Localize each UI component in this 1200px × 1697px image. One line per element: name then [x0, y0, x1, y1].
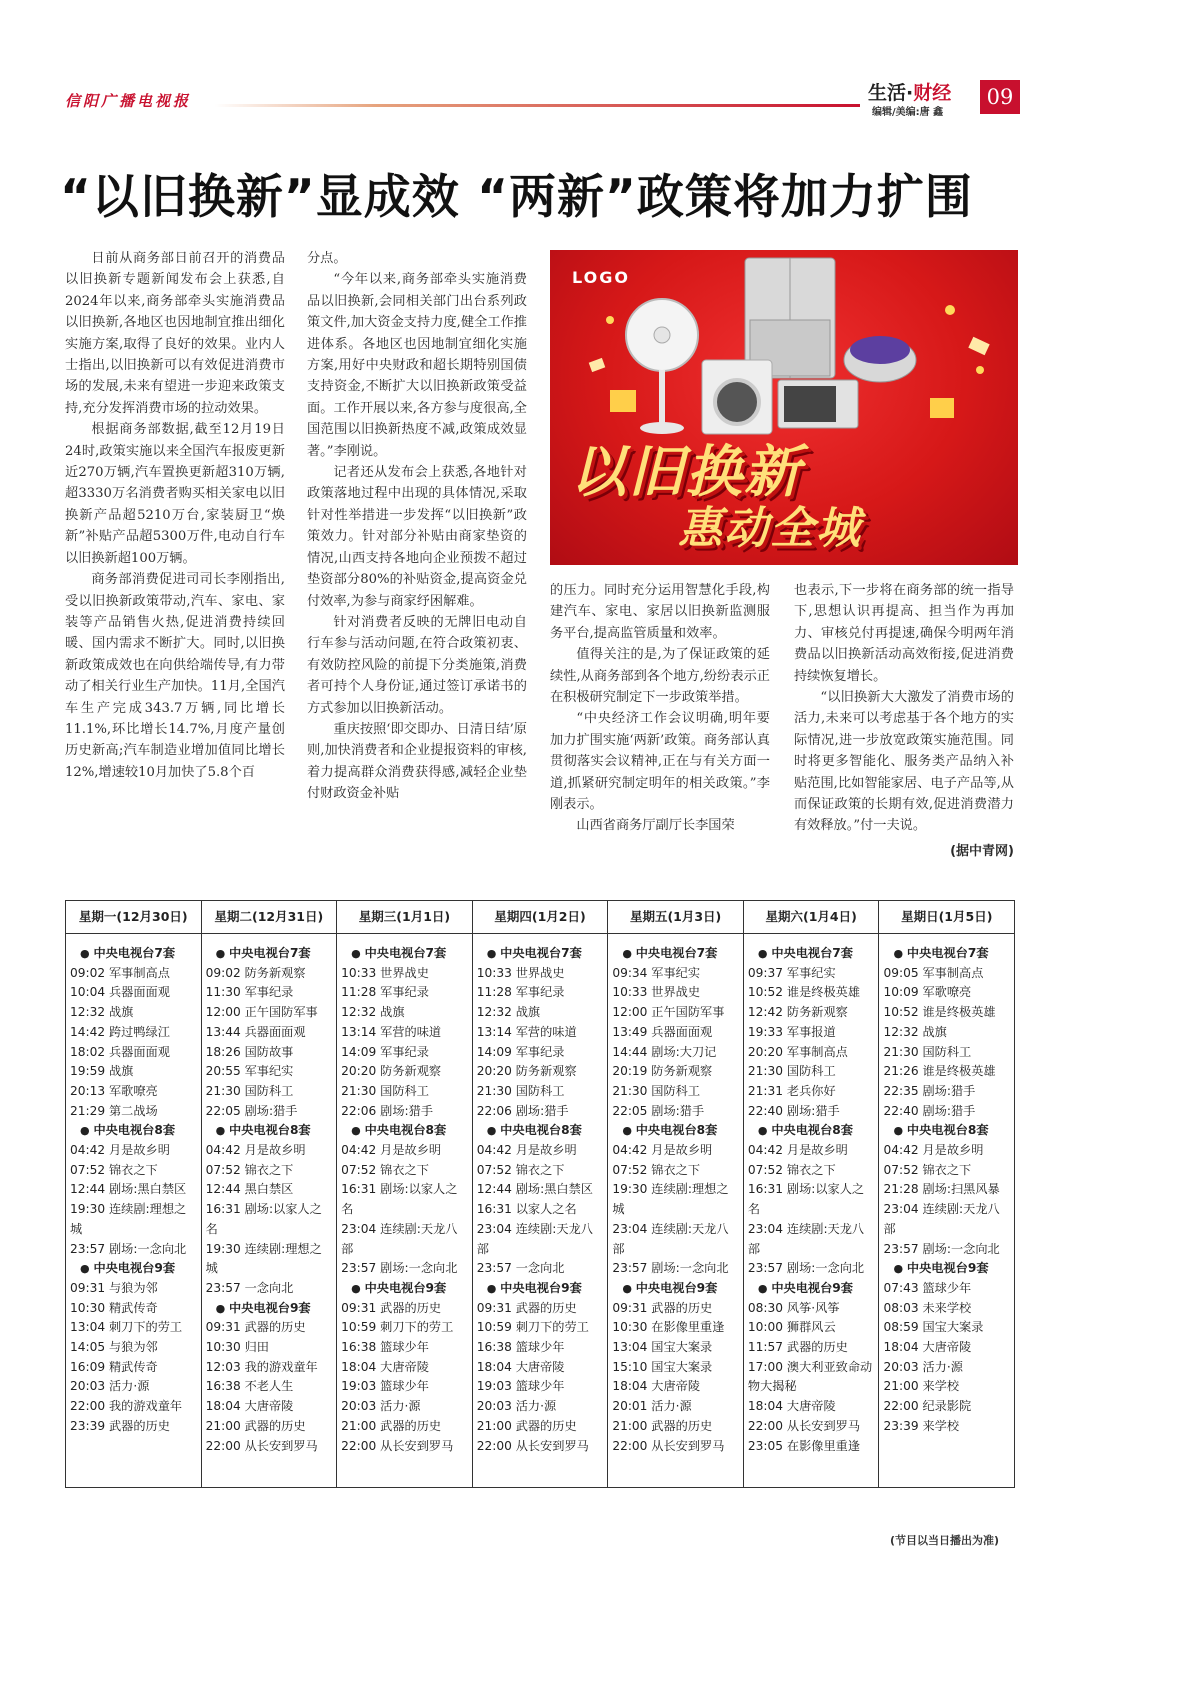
program-item: 20:03 活力·源	[70, 1379, 150, 1394]
channel-label: 中央电视台9套	[93, 1261, 176, 1276]
program-item: 09:31 武器的历史	[205, 1320, 306, 1335]
program-item: 21:00 武器的历史	[341, 1418, 442, 1433]
program-item: 18:04 大唐帝陵	[205, 1399, 294, 1414]
program-item: 12:32 战旗	[341, 1005, 405, 1020]
bullet-icon: ●	[80, 947, 94, 960]
program-item: 09:31 武器的历史	[341, 1300, 442, 1315]
program-item: 10:30 归田	[205, 1340, 269, 1355]
channel-name	[477, 944, 605, 964]
program-item: 20:01 活力·源	[612, 1399, 692, 1414]
program-item: 16:31 剧场:以家人之名	[747, 1182, 865, 1217]
program-item: 21:30 国防科工	[476, 1083, 565, 1098]
paragraph: 针对消费者反映的无牌旧电动自行车参与活动问题,在符合政策初衷、有效防控风险的前提下分类施策,消费者可持个人身份证,通过签订承诺书的方式参加以旧换新活动。	[307, 614, 527, 716]
channel-name	[477, 1279, 605, 1299]
channel-name	[883, 1121, 1011, 1141]
program-item: 23:57 剧场:一念向北	[341, 1261, 458, 1276]
program-item: 07:52 锦衣之下	[883, 1162, 972, 1177]
program-item: 14:42 跨过鸭绿江	[70, 1024, 170, 1039]
channel-label: 中央电视台9套	[771, 1280, 853, 1295]
schedule-day-column	[337, 901, 473, 1487]
channel-name	[206, 1121, 334, 1141]
article-column-4	[794, 580, 1014, 862]
bullet-icon: ●	[215, 947, 230, 960]
program-item: 19:30 连续剧:理想之城	[612, 1182, 729, 1217]
program-item: 12:44 黑白禁区	[205, 1182, 294, 1197]
channel-name	[612, 944, 740, 964]
program-item: 12:32 战旗	[70, 1005, 134, 1020]
program-item: 21:30 国防科工	[341, 1083, 429, 1098]
program-item: 16:38 篮球少年	[341, 1340, 429, 1355]
program-item: 13:44 兵器面面观	[205, 1024, 306, 1039]
paragraph: 山西省商务厅副厅长李国荣	[576, 818, 735, 834]
program-item: 20:19 防务新观察	[612, 1064, 713, 1079]
channel-name	[70, 1259, 198, 1279]
program-item: 04:42 月是故乡明	[612, 1143, 713, 1158]
bullet-icon: ●	[622, 947, 636, 960]
program-item: 10:30 在影像里重逢	[612, 1320, 725, 1335]
program-item: 22:35 剧场:猎手	[883, 1083, 976, 1098]
paragraph: 分点。	[307, 251, 347, 266]
channel-label: 中央电视台7套	[500, 946, 582, 960]
tv-schedule-table	[65, 900, 1015, 1488]
program-item: 20:03 活力·源	[476, 1399, 557, 1414]
program-item: 23:04 连续剧:天龙八部	[476, 1221, 593, 1256]
channel-name	[341, 944, 469, 964]
paragraph: 日前从商务部日前召开的消费品以旧换新专题新闻发布会上获悉,自2024年以来,商务部牵头实施消费品以旧换新,各地区也因地制宜推出细化实施方案,取得了良好的效果。业内人士指出,以旧换新可以有效促进消费市场的发展,未来有望进一步迎来政策支持,充分发挥消费市场的拉动效果。	[65, 251, 285, 416]
section-prefix: 生活·	[868, 82, 914, 104]
schedule-day-column	[879, 901, 1014, 1487]
channel-name	[341, 1121, 469, 1141]
page-number: 09	[980, 80, 1020, 114]
schedule-day-body	[473, 934, 608, 1456]
program-item: 21:30 国防科工	[747, 1064, 836, 1079]
program-item: 11:28 军事纪录	[476, 985, 565, 1000]
program-item: 11:30 军事纪录	[205, 985, 294, 1000]
schedule-day-body	[879, 934, 1014, 1437]
schedule-note: (节目以当日播出为准)	[890, 1534, 1000, 1547]
program-item: 23:57 剧场:一念向北	[747, 1261, 865, 1276]
program-item: 20:13 军歌嘹亮	[70, 1083, 158, 1098]
bullet-icon: ●	[757, 1281, 772, 1295]
program-item: 21:00 武器的历史	[476, 1418, 577, 1433]
channel-name	[883, 1259, 1011, 1279]
program-item: 10:33 世界战史	[341, 965, 429, 980]
promo-subtitle: 惠动全城	[678, 503, 862, 554]
program-item: 09:02 军事制高点	[70, 965, 170, 980]
channel-label: 中央电视台7套	[93, 946, 176, 960]
schedule-day-header: 星期五(1月3日)	[608, 901, 743, 934]
channel-label: 中央电视台9套	[229, 1300, 311, 1315]
program-item: 22:00 从长安到罗马	[612, 1438, 725, 1453]
channel-name	[206, 944, 334, 964]
program-item: 16:31 剧场:以家人之名	[205, 1202, 322, 1236]
program-item: 13:14 军营的味道	[476, 1024, 577, 1039]
program-item: 20:03 活力·源	[341, 1399, 421, 1414]
program-item: 14:44 剧场:大刀记	[612, 1044, 717, 1059]
channel-label: 中央电视台8套	[771, 1123, 853, 1138]
program-item: 10:30 精武传奇	[70, 1300, 158, 1315]
program-item: 16:31 以家人之名	[476, 1202, 577, 1217]
program-item: 21:30 国防科工	[205, 1083, 294, 1098]
paragraph: 值得关注的是,为了保证政策的延续性,从商务部到各个地方,纷纷表示正在积极研究制定下一步政策举措。	[550, 647, 770, 706]
program-item: 20:20 防务新观察	[476, 1064, 577, 1079]
schedule-day-body	[337, 934, 472, 1456]
program-item: 09:31 武器的历史	[612, 1300, 713, 1315]
program-item: 21:29 第二战场	[70, 1103, 158, 1118]
section-name	[868, 78, 951, 105]
program-item: 22:00 我的游戏童年	[70, 1399, 183, 1414]
article-column-2	[307, 248, 527, 805]
paragraph: “中央经济工作会议明确,明年要加力扩围实施‘两新’政策。商务部认真贯彻落实会议精神,正在与有关方面一道,抓紧研究制定明年的相关政策。”李刚表示。	[550, 711, 770, 813]
channel-label: 中央电视台8套	[906, 1123, 989, 1138]
schedule-day-column	[473, 901, 609, 1487]
program-item: 18:04 大唐帝陵	[612, 1379, 701, 1394]
bullet-icon: ●	[215, 1124, 230, 1138]
channel-label: 中央电视台9套	[364, 1280, 447, 1295]
channel-label: 中央电视台7套	[906, 946, 989, 960]
channel-name	[748, 1279, 876, 1299]
program-item: 23:57 剧场:一念向北	[612, 1261, 729, 1276]
program-item: 07:43 篮球少年	[883, 1280, 972, 1295]
bullet-icon: ●	[622, 1281, 636, 1295]
channel-label: 中央电视台7套	[364, 946, 447, 960]
program-item: 19:30 连续剧:理想之城	[205, 1241, 322, 1276]
program-item: 21:26 谁是终极英雄	[883, 1064, 996, 1079]
program-item: 19:03 篮球少年	[341, 1379, 429, 1394]
program-item: 22:06 剧场:猎手	[476, 1103, 569, 1118]
channel-label: 中央电视台8套	[500, 1123, 582, 1138]
program-item: 22:00 纪录影院	[883, 1399, 972, 1414]
bullet-icon: ●	[351, 1124, 365, 1138]
program-item: 09:37 军事纪实	[747, 965, 836, 980]
program-item: 21:30 国防科工	[612, 1083, 701, 1098]
channel-label: 中央电视台8套	[229, 1123, 311, 1138]
program-item: 10:59 刺刀下的劳工	[341, 1320, 454, 1335]
program-item: 14:09 军事纪录	[341, 1044, 429, 1059]
channel-label: 中央电视台8套	[364, 1123, 447, 1138]
program-item: 09:34 军事纪实	[612, 965, 701, 980]
program-item: 22:00 从长安到罗马	[476, 1438, 589, 1453]
program-item: 23:57 一念向北	[476, 1261, 565, 1276]
program-item: 09:31 与狼为邻	[70, 1280, 158, 1295]
bullet-icon: ●	[893, 947, 907, 960]
schedule-day-header: 星期三(1月1日)	[337, 901, 472, 934]
channel-name	[748, 944, 876, 964]
program-item: 23:04 连续剧:天龙八部	[747, 1221, 865, 1256]
program-item: 21:00 来学校	[883, 1379, 960, 1394]
program-item: 22:05 剧场:猎手	[205, 1103, 298, 1118]
program-item: 22:00 从长安到罗马	[747, 1418, 861, 1433]
program-item: 08:59 国宝大案录	[883, 1320, 984, 1335]
channel-label: 中央电视台7套	[771, 946, 853, 960]
paragraph: 重庆按照‘即交即办、日清日结’原则,加快消费者和企业提报资料的审核,着力提高群众消费获得感,减轻企业垫付财政资金补贴	[307, 721, 527, 802]
schedule-day-column	[608, 901, 744, 1487]
program-item: 23:57 剧场:一念向北	[70, 1241, 187, 1256]
header-rule	[215, 104, 860, 107]
program-item: 18:04 大唐帝陵	[341, 1359, 429, 1374]
channel-label: 中央电视台9套	[635, 1280, 718, 1295]
program-item: 11:57 武器的历史	[747, 1340, 848, 1355]
program-item: 16:09 精武传奇	[70, 1359, 158, 1374]
schedule-day-body	[202, 934, 337, 1456]
program-item: 12:00 正午国防军事	[205, 1005, 318, 1020]
program-item: 04:42 月是故乡明	[341, 1143, 442, 1158]
program-item: 10:09 军歌嘹亮	[883, 985, 972, 1000]
program-item: 19:30 连续剧:理想之城	[70, 1202, 187, 1236]
channel-name	[70, 1121, 198, 1141]
program-item: 09:31 武器的历史	[476, 1300, 577, 1315]
channel-label: 中央电视台8套	[635, 1123, 718, 1138]
program-item: 23:39 武器的历史	[70, 1418, 170, 1433]
program-item: 22:40 剧场:猎手	[747, 1103, 840, 1118]
channel-label: 中央电视台9套	[906, 1261, 989, 1276]
paragraph: 根据商务部数据,截至12月19日24时,政策实施以来全国汽车报废更新近270万辆,汽车置换更新超310万辆,超3330万名消费者购买相关家电以旧换新产品超5210万台,家装厨卫“焕新”补贴产品超5300万件,电动自行车以旧换新超100万辆。	[65, 422, 285, 566]
schedule-day-header: 星期一(12月30日)	[66, 901, 201, 934]
program-item: 19:03 篮球少年	[476, 1379, 565, 1394]
channel-name	[883, 944, 1011, 964]
bullet-icon: ●	[757, 1124, 772, 1138]
program-item: 12:00 正午国防军事	[612, 1005, 725, 1020]
editor-line: 编辑/美编:唐 鑫	[872, 107, 944, 118]
channel-label: 中央电视台7套	[229, 946, 311, 960]
program-item: 12:32 战旗	[476, 1005, 541, 1020]
program-item: 22:00 从长安到罗马	[341, 1438, 454, 1453]
schedule-day-body	[744, 934, 879, 1456]
paragraph: “以旧换新大大激发了消费市场的活力,未来可以考虑基于各个地方的实际情况,进一步放宽政策实施范围。同时将更多智能化、服务类产品纳入补贴范围,比如智能家居、电子产品等,从而保证政策的长期有效,促进消费潜力有效释放。”付一夫说。	[794, 690, 1014, 834]
bullet-icon: ●	[351, 1281, 365, 1295]
program-item: 20:55 军事纪实	[205, 1064, 294, 1079]
paragraph: 也表示,下一步将在商务部的统一指导下,思想认识再提高、担当作为再加力、审核兑付再提速,确保今明两年消费品以旧换新活动高效衔接,促进消费持续恢复增长。	[794, 583, 1014, 684]
program-item: 07:52 锦衣之下	[205, 1162, 294, 1177]
promo-title: 以旧换新	[570, 440, 802, 505]
channel-name	[477, 1121, 605, 1141]
bullet-icon: ●	[893, 1262, 907, 1276]
program-item: 10:04 兵器面面观	[70, 985, 170, 1000]
program-item: 23:04 连续剧:天龙八部	[341, 1221, 458, 1256]
bullet-icon: ●	[215, 1301, 230, 1315]
program-item: 12:32 战旗	[883, 1024, 947, 1039]
channel-name	[341, 1279, 469, 1299]
program-item: 04:42 月是故乡明	[747, 1143, 848, 1158]
channel-label: 中央电视台7套	[635, 946, 718, 960]
bullet-icon: ●	[622, 1124, 636, 1138]
program-item: 09:02 防务新观察	[205, 965, 306, 980]
promo-logo: LOGO	[572, 268, 630, 287]
program-item: 22:06 剧场:猎手	[341, 1103, 434, 1118]
program-item: 18:02 兵器面面观	[70, 1044, 170, 1059]
bullet-icon: ●	[486, 1124, 501, 1138]
program-item: 07:52 锦衣之下	[612, 1162, 701, 1177]
program-item: 22:40 剧场:猎手	[883, 1103, 976, 1118]
article-column-3	[550, 580, 770, 837]
program-item: 20:20 军事制高点	[747, 1044, 848, 1059]
schedule-day-column	[202, 901, 338, 1487]
channel-label: 中央电视台9套	[500, 1280, 582, 1295]
schedule-day-body	[66, 934, 201, 1437]
program-item: 18:04 大唐帝陵	[883, 1340, 972, 1355]
program-item: 10:59 刺刀下的劳工	[476, 1320, 589, 1335]
program-item: 04:42 月是故乡明	[883, 1143, 984, 1158]
bullet-icon: ●	[80, 1124, 94, 1138]
channel-name	[748, 1121, 876, 1141]
channel-label: 中央电视台8套	[93, 1123, 176, 1138]
program-item: 18:26 国防故事	[205, 1044, 294, 1059]
schedule-day-body	[608, 934, 743, 1456]
program-item: 12:44 剧场:黑白禁区	[476, 1182, 593, 1197]
program-item: 12:44 剧场:黑白禁区	[70, 1182, 187, 1197]
program-item: 23:04 连续剧:天龙八部	[612, 1221, 729, 1256]
program-item: 09:05 军事制高点	[883, 965, 984, 980]
channel-name	[612, 1279, 740, 1299]
program-item: 11:28 军事纪录	[341, 985, 429, 1000]
article-source: (据中青网)	[950, 843, 1014, 859]
schedule-day-column	[66, 901, 202, 1487]
schedule-day-column	[744, 901, 880, 1487]
schedule-day-header: 星期二(12月31日)	[202, 901, 337, 934]
bullet-icon: ●	[486, 1281, 501, 1295]
schedule-day-header: 星期四(1月2日)	[473, 901, 608, 934]
program-item: 22:05 剧场:猎手	[612, 1103, 705, 1118]
bullet-icon: ●	[893, 1124, 907, 1138]
program-item: 08:03 未来学校	[883, 1300, 972, 1315]
program-item: 20:03 活力·源	[883, 1359, 963, 1374]
program-item: 13:49 兵器面面观	[612, 1024, 713, 1039]
program-item: 23:39 来学校	[883, 1418, 960, 1433]
program-item: 04:42 月是故乡明	[205, 1143, 306, 1158]
article-headline: “以旧换新”显成效 “两新”政策将加力扩围	[60, 170, 973, 225]
bullet-icon: ●	[80, 1262, 94, 1276]
paragraph: 商务部消费促进司司长李刚指出,受以旧换新政策带动,汽车、家电、家装等产品销售火热,促进消费持续回暖、国内需求不断扩大。同时,以旧换新政策成效也在向供给端传导,有力带动了相关行业生产加快。11月,全国汽车生产完成343.7万辆,同比增长11.1%,环比增长14.7%,月度产量创历史新高;汽车制造业增加值同比增长12%,增速较10月加快了5.8个百	[65, 572, 285, 780]
program-item: 20:20 防务新观察	[341, 1064, 442, 1079]
program-item: 21:28 剧场:扫黑风暴	[883, 1182, 1000, 1197]
promo-image	[550, 250, 1018, 565]
newspaper-name: 信阳广播电视报	[65, 92, 192, 110]
channel-name	[612, 1121, 740, 1141]
program-item: 13:14 军营的味道	[341, 1024, 442, 1039]
schedule-day-header: 星期日(1月5日)	[879, 901, 1014, 934]
program-item: 21:00 武器的历史	[205, 1418, 306, 1433]
program-item: 10:33 世界战史	[612, 985, 701, 1000]
program-item: 10:33 世界战史	[476, 965, 565, 980]
program-item: 13:04 刺刀下的劳工	[70, 1320, 183, 1335]
program-item: 23:57 一念向北	[205, 1280, 294, 1295]
paragraph: “今年以来,商务部牵头实施消费品以旧换新,会同相关部门出台系列政策文件,加大资金支持力度,健全工作推进体系。各地区也因地制宜细化实施方案,用好中央财政和超长期特别国债支持资金,不断扩大以旧换新政策受益面。工作开展以来,各方参与度很高,全国范围以旧换新热度不减,政策成效显著。”李刚说。	[307, 272, 527, 459]
program-item: 16:38 不老人生	[205, 1379, 294, 1394]
program-item: 07:52 锦衣之下	[747, 1162, 836, 1177]
program-item: 14:05 与狼为邻	[70, 1340, 158, 1355]
section-accent: 财经	[913, 82, 952, 104]
channel-name	[70, 944, 198, 964]
program-item: 04:42 月是故乡明	[476, 1143, 577, 1158]
bullet-icon: ●	[351, 947, 365, 960]
program-item: 07:52 锦衣之下	[476, 1162, 565, 1177]
program-item: 18:04 大唐帝陵	[747, 1399, 836, 1414]
program-item: 16:38 篮球少年	[476, 1340, 565, 1355]
bullet-icon: ●	[757, 947, 772, 960]
program-item: 10:52 谁是终极英雄	[883, 1005, 996, 1020]
program-item: 23:05 在影像里重逢	[747, 1438, 861, 1453]
program-item: 12:03 我的游戏童年	[205, 1359, 318, 1374]
program-item: 15:10 国宝大案录	[612, 1359, 713, 1374]
program-item: 22:00 从长安到罗马	[205, 1438, 318, 1453]
program-item: 10:00 狮群风云	[747, 1320, 836, 1335]
program-item: 07:52 锦衣之下	[341, 1162, 429, 1177]
program-item: 16:31 剧场:以家人之名	[341, 1182, 458, 1217]
article-column-1	[65, 248, 285, 783]
program-item: 08:30 风筝·风筝	[747, 1300, 840, 1315]
program-item: 21:31 老兵你好	[747, 1083, 836, 1098]
paragraph: 记者还从发布会上获悉,各地针对政策落地过程中出现的具体情况,采取针对性举措进一步发挥“以旧换新”政策效力。针对部分补贴由商家垫资的情况,山西支持各地向企业预拨不超过垫资部分80%的补贴资金,提高资金兑付效率,为参与商家纾困解难。	[307, 465, 527, 609]
channel-name	[206, 1299, 334, 1319]
program-item: 19:33 军事报道	[747, 1024, 836, 1039]
program-item: 18:04 大唐帝陵	[476, 1359, 565, 1374]
bullet-icon: ●	[486, 947, 501, 960]
program-item: 10:52 谁是终极英雄	[747, 985, 861, 1000]
schedule-day-header: 星期六(1月4日)	[744, 901, 879, 934]
paragraph: 的压力。同时充分运用智慧化手段,构建汽车、家电、家居以旧换新监测服务平台,提高监管质量和效率。	[550, 583, 770, 641]
program-item: 23:04 连续剧:天龙八部	[883, 1202, 1000, 1236]
program-item: 17:00 澳大利亚致命动物大揭秘	[747, 1359, 873, 1394]
program-item: 04:42 月是故乡明	[70, 1143, 170, 1158]
program-item: 07:52 锦衣之下	[70, 1162, 158, 1177]
program-item: 19:59 战旗	[70, 1064, 134, 1079]
program-item: 14:09 军事纪录	[476, 1044, 565, 1059]
program-item: 13:04 国宝大案录	[612, 1340, 713, 1355]
program-item: 21:30 国防科工	[883, 1044, 972, 1059]
program-item: 21:00 武器的历史	[612, 1418, 713, 1433]
program-item: 12:42 防务新观察	[747, 1005, 848, 1020]
program-item: 23:57 剧场:一念向北	[883, 1241, 1000, 1256]
